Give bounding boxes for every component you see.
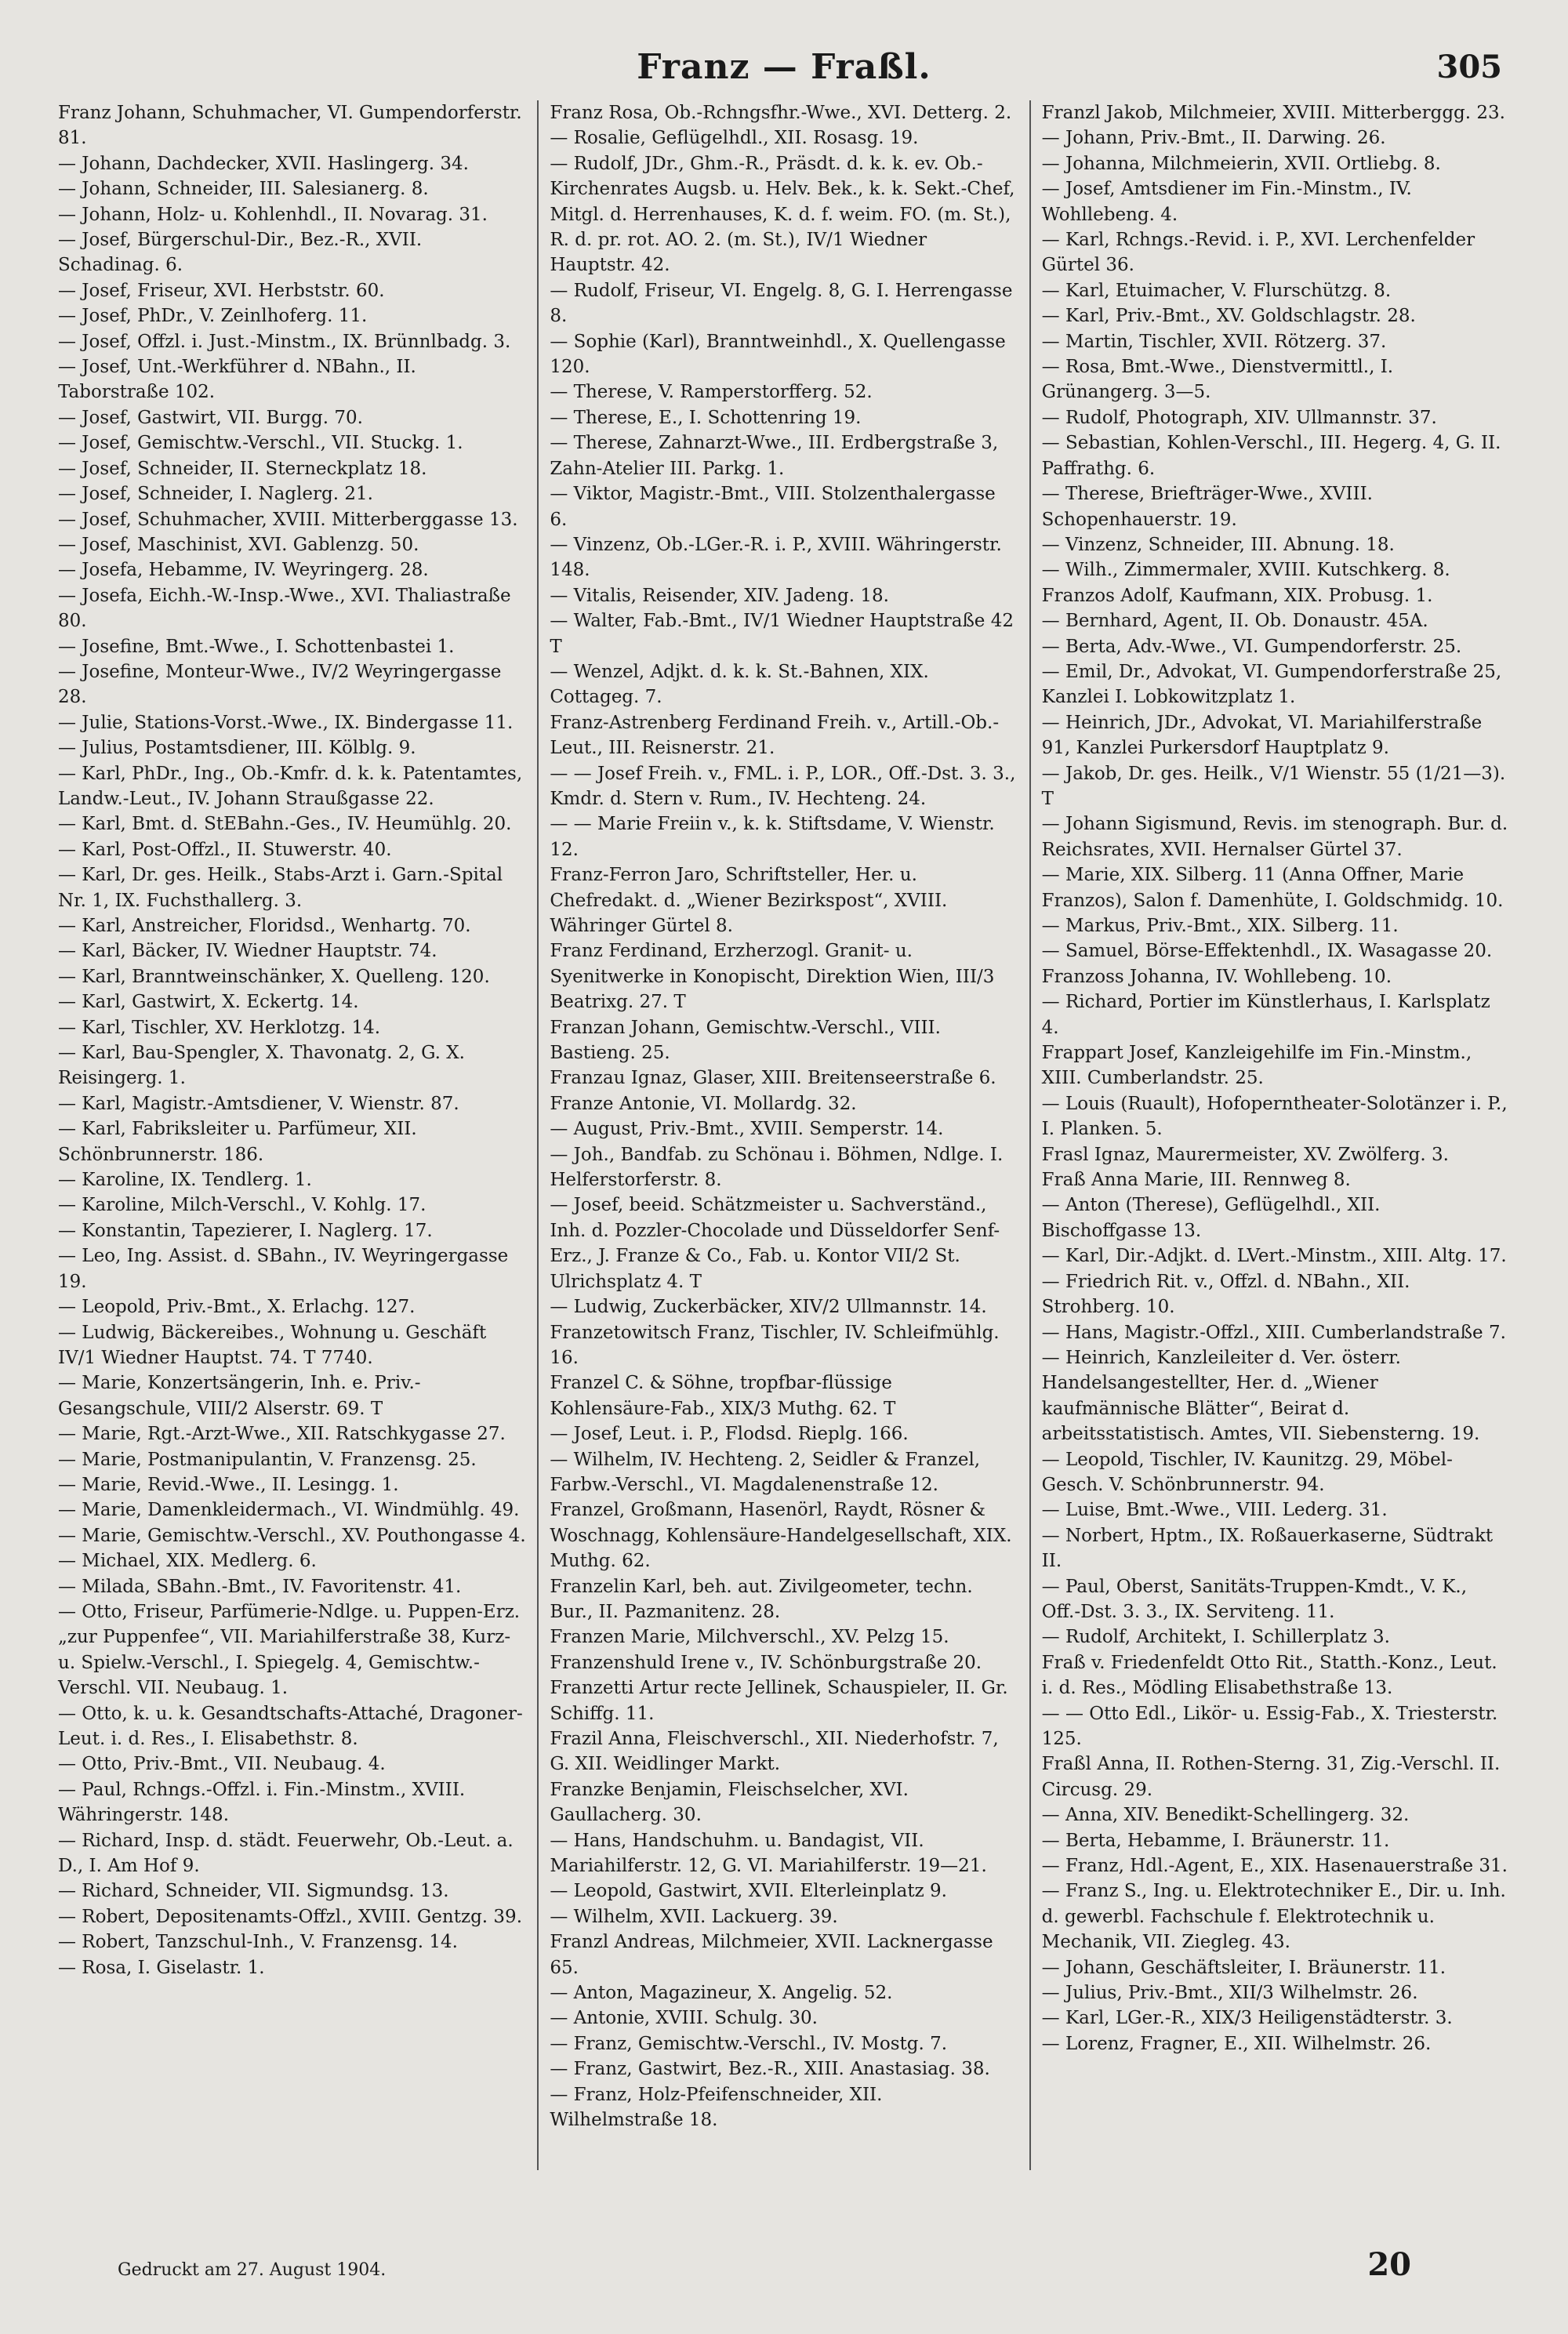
- directory-entry: — Viktor, Magistr.-Bmt., VIII. Stolzenthalergasse 6.: [550, 484, 996, 530]
- directory-entry: — Martin, Tischler, XVII. Rötzerg. 37.: [1041, 331, 1387, 352]
- directory-entry: — Michael, XIX. Medlerg. 6.: [58, 1551, 317, 1572]
- directory-entry: — Wilh., Zimmermaler, XVIII. Kutschkerg. 8.: [1041, 560, 1450, 581]
- directory-entry: — Karl, Dir.-Adjkt. d. LVert.-Minstm., XIII. Altg. 17.: [1041, 1246, 1507, 1267]
- directory-entry: Franzos Adolf, Kaufmann, XIX. Probusg. 1.: [1041, 585, 1433, 606]
- directory-entry: — Karl, Rchngs.-Revid. i. P., XVI. Lerchenfelder Gürtel 36.: [1041, 230, 1475, 276]
- directory-entry: — Josef, beeid. Schätzmeister u. Sachverständ., Inh. d. Pozzler-Chocolade und Düsseldorfer Senf-Erz., J. Franze & Co., Fab. u. Kontor VII/2 St. Ulrichsplatz 4. T: [550, 1195, 1000, 1292]
- directory-entry: — Hans, Handschuhm. u. Bandagist, VII. Mariahilferstr. 12, G. VI. Mariahilferstr. 19—21.: [550, 1830, 987, 1877]
- directory-entry: — Josef, PhDr., V. Zeinlhoferg. 11.: [58, 306, 368, 327]
- page-header: [47, 47, 1521, 102]
- directory-entry: Frappart Josef, Kanzleigehilfe im Fin.-Minstm., XIII. Cumberlandstr. 25.: [1041, 1043, 1472, 1089]
- directory-entry: Franzl Andreas, Milchmeier, XVII. Lacknergasse 65.: [550, 1932, 993, 1978]
- directory-entry: Fraßl Anna, II. Rothen-Sterng. 31, Zig.-Verschl. II. Circusg. 29.: [1041, 1754, 1501, 1800]
- directory-entry: Franz-Ferron Jaro, Schriftsteller, Her. u. Chefredakt. d. „Wiener Bezirkspost“, XVIII. Währinger Gürtel 8.: [550, 865, 948, 936]
- directory-entry: — Otto, k. u. k. Gesandtschafts-Attaché, Dragoner-Leut. i. d. Res., I. Elisabethstr. 8.: [58, 1703, 523, 1749]
- directory-entry: — Therese, V. Ramperstorfferg. 52.: [550, 382, 873, 403]
- directory-entry: — — Otto Edl., Likör- u. Essig-Fab., X. Triesterstr. 125.: [1041, 1703, 1498, 1749]
- directory-entry: — Johanna, Milchmeierin, XVII. Ortliebg. 8.: [1041, 153, 1441, 174]
- directory-entry: Franzen Marie, Milchverschl., XV. Pelzg 15.: [550, 1627, 949, 1648]
- directory-entry: — Johann, Priv.-Bmt., II. Darwing. 26.: [1041, 128, 1386, 149]
- directory-entry: — Franz S., Ing. u. Elektrotechniker E., Dir. u. Inh. d. gewerbl. Fachschule f. Elektrotechnik u. Mechanik, VII. Ziegleg. 43.: [1041, 1881, 1506, 1953]
- directory-entry: — Otto, Friseur, Parfümerie-Ndlge. u. Puppen-Erz. „zur Puppenfee“, VII. Mariahilferstraße 38, Kurz- u. Spielw.-Verschl., I. Spiegelg. 4, Gemischtw.-Verschl. VII. Neubaug. 1.: [58, 1601, 521, 1699]
- directory-entry: — Richard, Schneider, VII. Sigmundsg. 13.: [58, 1881, 449, 1902]
- directory-entry: — Marie, Konzertsängerin, Inh. e. Priv.-Gesangschule, VIII/2 Alserstr. 69. T: [58, 1373, 421, 1419]
- directory-entry: — Franz, Gastwirt, Bez.-R., XIII. Anastasiag. 38.: [550, 2059, 990, 2080]
- directory-entry: Franzl Jakob, Milchmeier, XVIII. Mitterberggg. 23.: [1041, 103, 1505, 123]
- directory-entry: — Karl, Branntweinschänker, X. Quelleng. 120.: [58, 966, 490, 987]
- directory-entry: — Louis (Ruault), Hofoperntheater-Solotänzer i. P., I. Planken. 5.: [1041, 1093, 1508, 1140]
- directory-entry: — Berta, Hebamme, I. Bräunerstr. 11.: [1041, 1830, 1390, 1851]
- directory-entry: Franz Ferdinand, Erzherzogl. Granit- u. Syenitwerke in Konopischt, Direktion Wien, III/3 Beatrixg. 27. T: [550, 941, 995, 1013]
- directory-entry: — Johann, Schneider, III. Salesianerg. 8.: [58, 179, 429, 200]
- directory-entry: — Bernhard, Agent, II. Ob. Donaustr. 45A.: [1041, 611, 1428, 632]
- directory-entry: — Karl, Post-Offzl., II. Stuwerstr. 40.: [58, 839, 392, 860]
- directory-entry: Franz Rosa, Ob.-Rchngsfhr.-Wwe., XVI. Detterg. 2.: [550, 103, 1012, 123]
- directory-entry: — Richard, Insp. d. städt. Feuerwehr, Ob.-Leut. a. D., I. Am Hof 9.: [58, 1830, 514, 1877]
- directory-entry: — Karl, PhDr., Ing., Ob.-Kmfr. d. k. k. Patentamtes, Landw.-Leut., IV. Johann Straußgasse 22.: [58, 763, 523, 809]
- directory-entry: — Wilhelm, IV. Hechteng. 2, Seidler & Franzel, Farbw.-Verschl., VI. Magdalenenstraße 12.: [550, 1449, 981, 1495]
- directory-entry: — Paul, Oberst, Sanitäts-Truppen-Kmdt., V. K., Off.-Dst. 3. 3., IX. Serviteng. 11.: [1041, 1576, 1468, 1622]
- directory-entry: — Marie, Revid.-Wwe., II. Lesingg. 1.: [58, 1474, 399, 1495]
- directory-entry: Franzan Johann, Gemischtw.-Verschl., VIII. Bastieng. 25.: [550, 1017, 941, 1064]
- directory-entry: — Josefine, Monteur-Wwe., IV/2 Weyringergasse 28.: [58, 661, 502, 708]
- directory-entry: Frasl Ignaz, Maurermeister, XV. Zwölferg. 3.: [1041, 1144, 1449, 1165]
- directory-entry: — Rudolf, Architekt, I. Schillerplatz 3.: [1041, 1627, 1390, 1648]
- directory-entry: — Karl, Bäcker, IV. Wiedner Hauptstr. 74.: [58, 941, 437, 962]
- directory-entry: — Josef, Offzl. i. Just.-Minstm., IX. Brünnlbadg. 3.: [58, 331, 511, 352]
- directory-entry: — Leopold, Priv.-Bmt., X. Erlachg. 127.: [58, 1297, 416, 1318]
- directory-entry: Franz-Astrenberg Ferdinand Freih. v., Artill.-Ob.-Leut., III. Reisnerstr. 21.: [550, 712, 1000, 759]
- directory-entry: — Johann Sigismund, Revis. im stenograph. Bur. d. Reichsrates, XVII. Hernalser Gürtel 37.: [1041, 814, 1508, 860]
- directory-entry: Franz Johann, Schuhmacher, VI. Gumpendorferstr. 81.: [58, 103, 522, 149]
- directory-entry: — Leopold, Gastwirt, XVII. Elterleinplatz 9.: [550, 1881, 947, 1902]
- directory-entry: — Sophie (Karl), Branntweinhdl., X. Quellengasse 120.: [550, 331, 1006, 378]
- directory-entry: — Josef, Gastwirt, VII. Burgg. 70.: [58, 407, 363, 428]
- column-right: [1029, 100, 1521, 2170]
- directory-entry: — Josef, Maschinist, XVI. Gablenzg. 50.: [58, 534, 419, 555]
- directory-entry: — Jakob, Dr. ges. Heilk., V/1 Wienstr. 55 (1/21—3). T: [1041, 763, 1506, 809]
- directory-entry: — Josef, Gemischtw.-Verschl., VII. Stuckg. 1.: [58, 433, 463, 454]
- directory-entry: Franzau Ignaz, Glaser, XIII. Breitenseerstraße 6.: [550, 1068, 996, 1089]
- directory-entry: — Samuel, Börse-Effektenhdl., IX. Wasagasse 20.: [1041, 941, 1493, 962]
- directory-entry: — Rudolf, Friseur, VI. Engelg. 8, G. I. Herrengasse 8.: [550, 280, 1013, 327]
- directory-columns: [47, 100, 1521, 2170]
- directory-entry: — Sebastian, Kohlen-Verschl., III. Hegerg. 4, G. II. Paffrathg. 6.: [1041, 433, 1501, 479]
- directory-entry: — Hans, Magistr.-Offzl., XIII. Cumberlandstraße 7.: [1041, 1322, 1506, 1343]
- page-title: Franz — Fraßl.: [637, 47, 931, 87]
- directory-entry: — August, Priv.-Bmt., XVIII. Semperstr. 14.: [550, 1119, 944, 1140]
- directory-entry: — Antonie, XVIII. Schulg. 30.: [550, 2008, 818, 2029]
- directory-entry: — Josef, Leut. i. P., Flodsd. Rieplg. 166.: [550, 1424, 909, 1445]
- directory-entry: — Rosa, Bmt.-Wwe., Dienstvermittl., I. Grünangerg. 3—5.: [1041, 357, 1394, 403]
- directory-entry: — Richard, Portier im Künstlerhaus, I. Karlsplatz 4.: [1041, 992, 1490, 1038]
- directory-entry: — Karl, Bau-Spengler, X. Thavonatg. 2, G. X. Reisingerg. 1.: [58, 1043, 465, 1089]
- directory-entry: — Josef, Schuhmacher, XVIII. Mitterberggasse 13.: [58, 509, 518, 530]
- directory-entry: — Anton, Magazineur, X. Angelig. 52.: [550, 1983, 893, 2004]
- directory-entry: — Marie, Gemischtw.-Verschl., XV. Pouthongasse 4.: [58, 1525, 526, 1546]
- directory-entry: — Marie, XIX. Silberg. 11 (Anna Offner, Marie Franzos), Salon f. Damenhüte, I. Goldschmidg. 10.: [1041, 865, 1504, 911]
- directory-entry: — Josefa, Eichh.-W.-Insp.-Wwe., XVI. Thaliastraße 80.: [58, 585, 511, 632]
- directory-entry: — Leopold, Tischler, IV. Kaunitzg. 29, Möbel-Gesch. V. Schönbrunnerstr. 94.: [1041, 1449, 1453, 1495]
- directory-entry: — Julius, Postamtsdiener, III. Kölblg. 9.: [58, 738, 416, 759]
- directory-entry: — Therese, E., I. Schottenring 19.: [550, 407, 862, 428]
- directory-entry: — Emil, Dr., Advokat, VI. Gumpendorferstraße 25, Kanzlei I. Lobkowitzplatz 1.: [1041, 661, 1502, 708]
- directory-entry: — Franz, Holz-Pfeifenschneider, XII. Wilhelmstraße 18.: [550, 2084, 883, 2131]
- directory-entry: — — Josef Freih. v., FML. i. P., LOR., Off.-Dst. 3. 3., Kmdr. d. Stern v. Rum., IV. Hechteng. 24.: [550, 763, 1016, 809]
- directory-entry: — — Marie Freiin v., k. k. Stiftsdame, V. Wienstr. 12.: [550, 814, 995, 860]
- directory-entry: Fraß v. Friedenfeldt Otto Rit., Statth.-Konz., Leut. i. d. Res., Mödling Elisabethstraße 13.: [1041, 1652, 1497, 1699]
- directory-entry: — Rosalie, Geflügelhdl., XII. Rosasg. 19.: [550, 128, 919, 149]
- directory-entry: — Rudolf, JDr., Ghm.-R., Präsdt. d. k. k. ev. Ob.-Kirchenrates Augsb. u. Helv. Bek., k. k. Sekt.-Chef, Mitgl. d. Herrenhauses, K. d. f. weim. FO. (m. St.), R. d. pr. rot. AO. 2. (m. St.), IV/1 Wiedner Hauptstr. 42.: [550, 153, 1015, 276]
- directory-entry: — Paul, Rchngs.-Offzl. i. Fin.-Minstm., XVIII. Währingerstr. 148.: [58, 1779, 466, 1826]
- directory-entry: — Friedrich Rit. v., Offzl. d. NBahn., XII. Strohberg. 10.: [1041, 1271, 1410, 1318]
- directory-entry: — Karoline, Milch-Verschl., V. Kohlg. 17.: [58, 1195, 426, 1216]
- directory-entry: Franzetowitsch Franz, Tischler, IV. Schleifmühlg. 16.: [550, 1322, 1000, 1368]
- directory-entry: — Johann, Holz- u. Kohlenhdl., II. Novarag. 31.: [58, 204, 488, 225]
- directory-entry: — Josef, Schneider, II. Sterneckplatz 18.: [58, 458, 427, 479]
- directory-entry: — Josef, Friseur, XVI. Herbststr. 60.: [58, 280, 385, 301]
- directory-entry: — Wenzel, Adjkt. d. k. k. St.-Bahnen, XIX. Cottageg. 7.: [550, 661, 929, 708]
- directory-entry: — Josef, Amtsdiener im Fin.-Minstm., IV. Wohllebeng. 4.: [1041, 179, 1412, 225]
- directory-entry: — Wilhelm, XVII. Lackuerg. 39.: [550, 1906, 838, 1927]
- directory-entry: — Marie, Rgt.-Arzt-Wwe., XII. Ratschkygasse 27.: [58, 1424, 506, 1445]
- directory-entry: Franzetti Artur recte Jellinek, Schauspieler, II. Gr. Schiffg. 11.: [550, 1678, 1008, 1724]
- directory-entry: — Berta, Adv.-Wwe., VI. Gumpendorferstr. 25.: [1041, 636, 1462, 657]
- directory-entry: — Karl, Bmt. d. StEBahn.-Ges., IV. Heumühlg. 20.: [58, 814, 512, 835]
- directory-entry: Franzel C. & Söhne, tropfbar-flüssige Kohlensäure-Fab., XIX/3 Muthg. 62. T: [550, 1373, 896, 1419]
- directory-entry: — Norbert, Hptm., IX. Roßauerkaserne, Südtrakt II.: [1041, 1525, 1494, 1572]
- directory-entry: — Vinzenz, Ob.-LGer.-R. i. P., XVIII. Währingerstr. 148.: [550, 534, 1002, 581]
- sheet-number: 20: [1367, 2246, 1411, 2283]
- directory-entry: — Karl, Anstreicher, Floridsd., Wenhartg. 70.: [58, 916, 471, 936]
- directory-entry: — Heinrich, Kanzleileiter d. Ver. österr. Handelsangestellter, Her. d. „Wiener kaufmännische Blätter“, Beirat d. arbeitsstatistisch. Amtes, VII. Siebensterng. 19.: [1041, 1347, 1480, 1445]
- directory-entry: Franzoss Johanna, IV. Wohllebeng. 10.: [1041, 966, 1392, 987]
- directory-entry: — Markus, Priv.-Bmt., XIX. Silberg. 11.: [1041, 916, 1399, 936]
- directory-entry: — Johann, Dachdecker, XVII. Haslingerg. 34.: [58, 153, 469, 174]
- directory-entry: — Robert, Tanzschul-Inh., V. Franzensg. 14.: [58, 1932, 458, 1953]
- directory-entry: — Franz, Hdl.-Agent, E., XIX. Hasenauerstraße 31.: [1041, 1856, 1508, 1877]
- directory-entry: — Ludwig, Zuckerbäcker, XIV/2 Ullmannstr. 14.: [550, 1297, 987, 1318]
- directory-entry: — Josef, Unt.-Werkführer d. NBahn., II. Taborstraße 102.: [58, 357, 416, 403]
- directory-entry: — Johann, Geschäftsleiter, I. Bräunerstr. 11.: [1041, 1957, 1446, 1978]
- directory-entry: — Lorenz, Fragner, E., XII. Wilhelmstr. 26.: [1041, 2033, 1432, 2054]
- directory-entry: — Julius, Priv.-Bmt., XII/3 Wilhelmstr. 26.: [1041, 1983, 1418, 2004]
- directory-entry: — Franz, Gemischtw.-Verschl., IV. Mostg. 7.: [550, 2033, 948, 2054]
- directory-entry: Franzke Benjamin, Fleischselcher, XVI. Gaullacherg. 30.: [550, 1779, 909, 1826]
- directory-entry: — Joh., Bandfab. zu Schönau i. Böhmen, Ndlge. I. Helferstorferstr. 8.: [550, 1144, 1004, 1191]
- directory-entry: — Josef, Schneider, I. Naglerg. 21.: [58, 484, 373, 505]
- directory-entry: — Walter, Fab.-Bmt., IV/1 Wiedner Hauptstraße 42 T: [550, 611, 1014, 657]
- directory-entry: — Konstantin, Tapezierer, I. Naglerg. 17.: [58, 1220, 433, 1241]
- directory-entry: Frazil Anna, Fleischverschl., XII. Niederhofstr. 7, G. XII. Weidlinger Markt.: [550, 1729, 999, 1775]
- directory-entry: — Josef, Bürgerschul-Dir., Bez.-R., XVII. Schadinag. 6.: [58, 230, 423, 276]
- directory-entry: — Anna, XIV. Benedikt-Schellingerg. 32.: [1041, 1805, 1410, 1826]
- directory-entry: — Karl, Magistr.-Amtsdiener, V. Wienstr. 87.: [58, 1093, 459, 1114]
- directory-entry: — Leo, Ing. Assist. d. SBahn., IV. Weyringergasse 19.: [58, 1246, 509, 1292]
- directory-entry: Franzel, Großmann, Hasenörl, Raydt, Rösner & Woschnagg, Kohlensäure-Handelgesellschaft, XIX. Muthg. 62.: [550, 1500, 1012, 1572]
- directory-entry: Fraß Anna Marie, III. Rennweg 8.: [1041, 1170, 1351, 1191]
- directory-entry: — Karl, Dr. ges. Heilk., Stabs-Arzt i. Garn.-Spital Nr. 1, IX. Fuchsthallerg. 3.: [58, 865, 503, 911]
- directory-entry: — Vinzenz, Schneider, III. Abnung. 18.: [1041, 534, 1395, 555]
- directory-entry: — Josefa, Hebamme, IV. Weyringerg. 28.: [58, 560, 429, 581]
- directory-entry: — Karoline, IX. Tendlerg. 1.: [58, 1170, 312, 1191]
- directory-entry: — Karl, Priv.-Bmt., XV. Goldschlagstr. 28.: [1041, 306, 1416, 327]
- column-middle: [537, 100, 1029, 2170]
- directory-entry: — Heinrich, JDr., Advokat, VI. Mariahilferstraße 91, Kanzlei Purkersdorf Hauptplatz 9.: [1041, 712, 1483, 759]
- directory-entry: — Anton (Therese), Geflügelhdl., XII. Bischoffgasse 13.: [1041, 1195, 1381, 1241]
- directory-entry: — Vitalis, Reisender, XIV. Jadeng. 18.: [550, 585, 889, 606]
- directory-entry: — Therese, Zahnarzt-Wwe., III. Erdbergstraße 3, Zahn-Atelier III. Parkg. 1.: [550, 433, 999, 479]
- directory-entry: — Rosa, I. Giselastr. 1.: [58, 1957, 265, 1978]
- directory-entry: — Ludwig, Bäckereibes., Wohnung u. Geschäft IV/1 Wiedner Hauptst. 74. T 7740.: [58, 1322, 487, 1368]
- directory-entry: — Therese, Briefträger-Wwe., XVIII. Schopenhauerstr. 19.: [1041, 484, 1373, 530]
- directory-entry: Franzenshuld Irene v., IV. Schönburgstraße 20.: [550, 1652, 982, 1673]
- page-number: 305: [1436, 49, 1502, 85]
- directory-entry: — Rudolf, Photograph, XIV. Ullmannstr. 37.: [1041, 407, 1437, 428]
- directory-entry: — Marie, Postmanipulantin, V. Franzensg. 25.: [58, 1449, 477, 1470]
- directory-entry: — Karl, LGer.-R., XIX/3 Heiligenstädterstr. 3.: [1041, 2008, 1453, 2029]
- directory-entry: — Karl, Etuimacher, V. Flurschützg. 8.: [1041, 280, 1392, 301]
- directory-entry: — Julie, Stations-Vorst.-Wwe., IX. Bindergasse 11.: [58, 712, 514, 733]
- directory-entry: — Robert, Depositenamts-Offzl., XVIII. Gentzg. 39.: [58, 1906, 523, 1927]
- directory-entry: — Karl, Gastwirt, X. Eckertg. 14.: [58, 992, 359, 1013]
- print-date-note: Gedruckt am 27. August 1904.: [118, 2260, 387, 2280]
- directory-entry: — Luise, Bmt.-Wwe., VIII. Lederg. 31.: [1041, 1500, 1388, 1521]
- directory-entry: — Karl, Fabriksleiter u. Parfümeur, XII. Schönbrunnerstr. 186.: [58, 1119, 417, 1165]
- directory-entry: — Marie, Damenkleidermach., VI. Windmühlg. 49.: [58, 1500, 520, 1521]
- directory-entry: — Milada, SBahn.-Bmt., IV. Favoritenstr. 41.: [58, 1576, 462, 1597]
- directory-entry: — Otto, Priv.-Bmt., VII. Neubaug. 4.: [58, 1754, 386, 1775]
- column-left: [47, 100, 537, 2170]
- directory-entry: — Josefine, Bmt.-Wwe., I. Schottenbastei 1.: [58, 636, 455, 657]
- directory-entry: — Karl, Tischler, XV. Herklotzg. 14.: [58, 1017, 381, 1038]
- directory-entry: Franzelin Karl, beh. aut. Zivilgeometer, techn. Bur., II. Pazmanitenz. 28.: [550, 1576, 973, 1622]
- directory-entry: Franze Antonie, VI. Mollardg. 32.: [550, 1093, 857, 1114]
- page-footer: [47, 2246, 1521, 2301]
